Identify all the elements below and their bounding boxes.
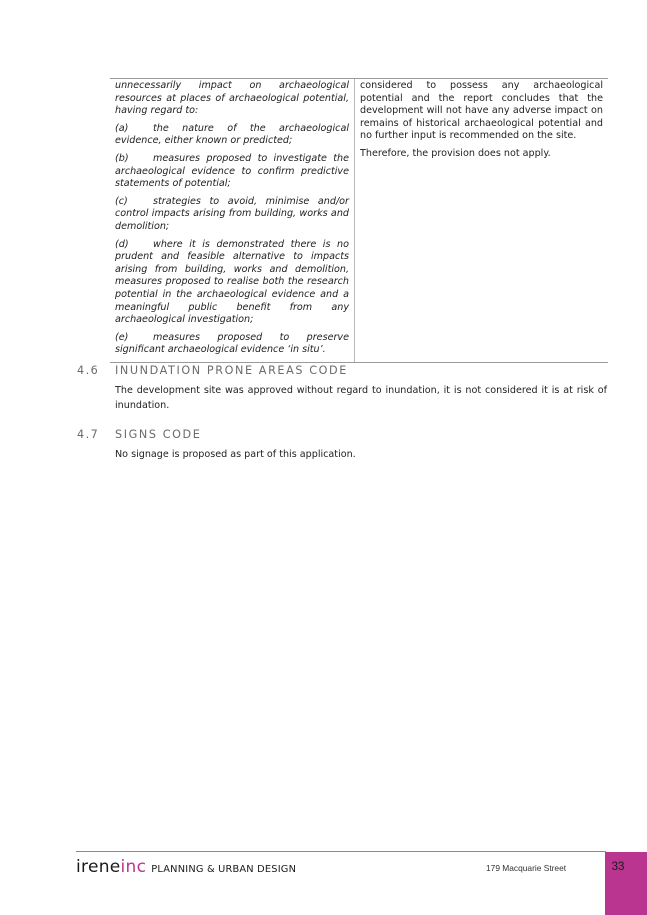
requirement-clause-e [115,332,349,357]
table-cell-requirement [110,79,354,362]
section-heading [77,364,607,377]
clause-label: (d) [115,238,129,250]
section-body: No signage is proposed as part of this application. [115,449,356,460]
clause-text: measures proposed to preserve significant archaeological evidence ‘in situ’. [115,331,349,356]
response-paragraph: Therefore, the provision does not apply. [360,147,551,159]
requirement-clause-d [115,239,349,327]
requirement-clause-b [115,153,349,191]
section-number: 4.7 [77,428,100,441]
requirement-clause-c [115,196,349,234]
section-body: The development site was approved without regard to inundation, it is not considered it is at risk of inundation. [115,385,607,411]
section-signs [77,428,607,462]
page-number-tab [605,852,647,915]
response-paragraph: considered to possess any archaeological potential and the report concludes that the development will not have any adverse impact on remains of historical archaeological potential and no further input is recommended on the site. [360,80,603,142]
clause-label: (e) [115,331,129,343]
company-logo [76,857,296,877]
clause-label: (b) [115,152,129,164]
section-heading [77,428,607,441]
section-number: 4.6 [77,364,100,377]
table-row [110,79,608,362]
clause-text: strategies to avoid, minimise and/or control impacts arising from building, works and demolition; [115,195,349,232]
logo-wordmark-inc: inc [120,857,147,877]
logo-wordmark-irene: irene [76,857,121,877]
table-cell-response [354,79,608,362]
footer-address: 179 Macquarie Street [486,863,567,873]
logo-tagline: PLANNING & URBAN DESIGN [151,864,297,875]
requirement-intro: unnecessarily impact on archaeological resources at places of archaeological potential, having regard to: [115,80,349,117]
footer-divider [76,851,606,852]
section-title: INUNDATION PRONE AREAS CODE [115,364,348,377]
clause-text: where it is demonstrated there is no prudent and feasible alternative to impacts arising from building, works and demolition, measures proposed to realise both the research potential in the archaeological evidence and a meaningful public benefit from any archaeological investigation; [115,238,349,326]
section-title: SIGNS CODE [115,428,202,441]
clause-label: (a) [115,122,129,134]
provision-table [110,78,608,363]
section-inundation [77,364,607,413]
page-number: 33 [611,861,625,873]
requirement-clause-a [115,123,349,148]
clause-label: (c) [115,195,128,207]
clause-text: measures proposed to investigate the archaeological evidence to confirm predictive statements of potential; [115,152,349,190]
clause-text: the nature of the archaeological evidence, either known or predicted; [115,122,349,147]
